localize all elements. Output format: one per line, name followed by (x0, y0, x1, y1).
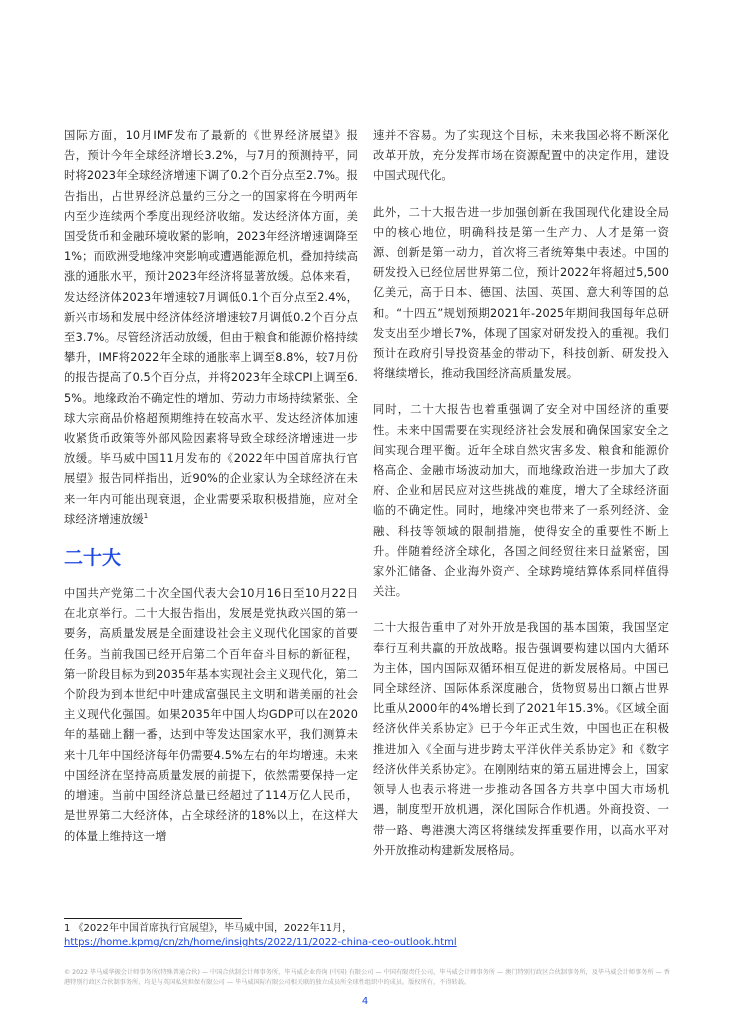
paragraph: 二十大报告重申了对外开放是我国的基本国策，我国坚定奉行互利共赢的开放战略。报告强调要构建以国内大循环为主体，国内国际双循环相互促进的新发展格局。中国已同全球经济、国际体系深度融合，货物贸易出口额占世界比重从2000年的4%增长到了2021年15.3%。《区域全面经济伙伴关系协定》已于今年正式生效，中国也正在积极推进加入《全面与进步跨太平洋伙伴关系协定》和《数字经济伙伴关系协定》。在刚刚结束的第五届进博会上，国家领导人也表示将进一步推动各国各方共享中国大市场机遇，制度型开放机遇，深化国际合作机遇。外商投资、一带一路、粤港澳大湾区将继续发挥重要作用，以高水平对外开放推动构建新发展格局。 (373, 621, 669, 857)
copyright-notice: © 2022 毕马威华振会计师事务所(特殊普通合伙) — 中国合伙制会计师事务所，毕马威企业咨询 (中国) 有限公司 — 中国有限责任公司，毕马威会计师事务所 — 澳门特别行政区合伙制事务所，及毕马威会计师事务所 — 香港特别行政区合伙制事务所，均是与英国私营担保有限公司 — 毕马威国际有限公司相关联的独立成员所全球性组织中的成员。版权所有，不得转载。 (64, 969, 670, 986)
page-number: 4 (361, 996, 369, 1007)
left-column (64, 126, 358, 863)
footnote (64, 918, 664, 950)
paragraph (64, 126, 358, 530)
paragraph: 此外，二十大报告进一步加强创新在我国现代化建设全局中的核心地位，明确科技是第一生产力、人才是第一资源、创新是第一动力，首次将三者统筹集中表述。中国的研发投入已经位居世界第二位，预计2022年将超过5,500亿美元，高于日本、德国、法国、英国、意大利等国的总和。“十四五”规划预期2021年-2025年期间我国每年总研发支出至少增长7%，体现了国家对研发投入的重视。我们预计在政府引导投资基金的带动下，科技创新、研发投入将继续增长，推动我国经济高质量发展。 (373, 205, 669, 381)
paragraph: 速并不容易。为了实现这个目标，未来我国必将不断深化改革开放，充分发挥市场在资源配置中的决定作用，建设中国式现代化。 (373, 129, 669, 183)
paragraph: 同时，二十大报告也着重强调了安全对中国经济的重要性。未来中国需要在实现经济社会发展和确保国家安全之间实现合理平衡。近年全球自然灾害多发、粮食和能源价格高企、金融市场波动加大，而地缘政治进一步加大了政府、企业和居民应对这些挑战的难度，增大了全球经济面临的不确定性。同时，地缘冲突也带来了一系列经济、金融、科技等领域的限制措施，使得安全的重要性不断上升。伴随着经济全球化，各国之间经贸往来日益紧密，国家外汇储备、企业海外资产、全球跨境结算体系同样值得关注。 (373, 403, 669, 599)
footnote-reference[interactable]: 1 (143, 512, 149, 521)
section-heading: 二十大 (64, 547, 122, 570)
paragraph: 中国共产党第二十次全国代表大会10月16日至10月22日在北京举行。二十大报告指出，发展是党执政兴国的第一要务，高质量发展是全面建设社会主义现代化国家的首要任务。当前我国已经开启第二个百年奋斗目标的新征程，第一阶段目标为到2035年基本实现社会主义现代化，第二个阶段为到本世纪中叶建成富强民主文明和谐美丽的社会主义现代化强国。如果2035年中国人均GDP可以在2020年的基础上翻一番，达到中等发达国家水平，我们测算未来十几年中国经济每年仍需要4.5%左右的年均增速。未来中国经济在坚持高质量发展的前提下，依然需要保持一定的增速。当前中国经济总量已经超过了114万亿人民币，是世界第二大经济体，占全球经济的18%以上，在这样大的体量上维持这一增 (64, 587, 358, 843)
right-column (373, 126, 669, 877)
footnote-link[interactable]: https://home.kpmg/cn/zh/home/insights/2022/11/2022-china-ceo-outlook.html (64, 937, 457, 948)
paragraph-text: 国际方面，10月IMF发布了最新的《世界经济展望》报告，预计今年全球经济增长3.2%，与7月的预测持平，同时将2023年全球经济增速下调了0.2个百分点至2.7%。报告指出，占世界经济总量约三分之一的国家将在今明两年内至少连续两个季度出现经济收缩。发达经济体方面，美国受货币和金融环境收紧的影响，2023年经济增速调降至1%；而欧洲受地缘冲突影响或遭遇能源危机，叠加持续高涨的通胀水平，预计2023年经济将显著放缓。总体来看，发达经济体2023年增速较7月调低0.1个百分点至2.4%，新兴市场和发展中经济体经济增速较7月调低0.2个百分点至3.7%。尽管经济活动放缓，但由于粮食和能源价格持续攀升，IMF将2022年全球的通胀率上调至8.8%，较7月份的报告提高了0.5个百分点，并将2023年全球CPI上调至6.5%。地缘政治不确定性的增加、劳动力市场持续紧张、全球大宗商品价格超预期维持在较高水平、发达经济体加速收紧货币政策等外部风险因素将导致全球经济增速进一步放缓。毕马威中国11月发布的《2022年中国首席执行官展望》报告同样指出，近90%的企业家认为全球经济在未来一年内可能出现衰退，企业需要采取积极措施，应对全球经济增速放缓 (64, 129, 358, 526)
footnote-divider (64, 918, 242, 919)
footnote-text: 1 《2022年中国首席执行官展望》，毕马威中国，2022年11月， (64, 923, 353, 934)
